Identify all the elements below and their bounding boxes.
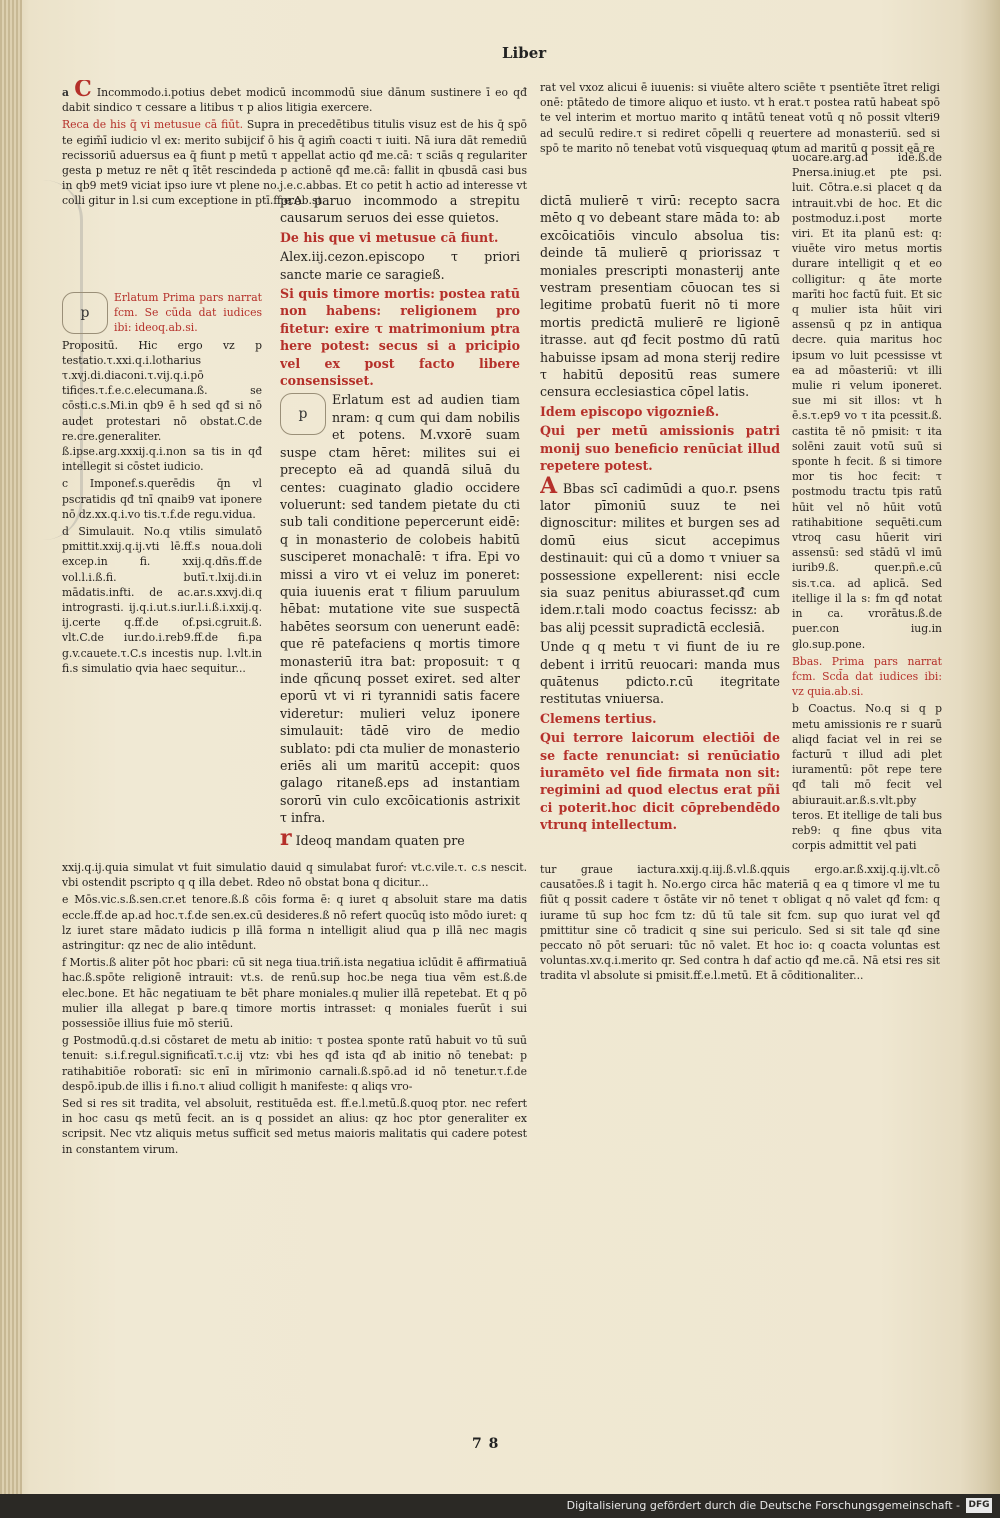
right-top-gloss-text: rat vel vxoz alicui ē iuuenis: si viuēte altero sciēte τ psentiēte ītret religi onē: ptātedo de timore aliquo et iusto. vt h erat.τ postea ratū habeat spō te vel interim et mortuo marito q intātū teneat votū q nō possit vlteri9 ad seculū redire.τ si rediret cōpelli q reuertere ad monasteriū. sed si spō te marito nō tenebat votū visquequaq φtum ad maritū q possit eā re [540,81,940,155]
running-head: Liber [502,44,547,62]
bottom-left-gloss [62,860,527,1345]
dfg-logo: DFG [966,1498,992,1513]
main-text-column [280,192,520,852]
ideoque-text: Ideoq mandam quaten pre [295,832,465,848]
bottom-left-tail: Sed si res sit tradita, vel absoluit, restituēda est. ff.e.l.metū.ß.quoq ptor. nec refert in hoc casu qs metū fecit. an is q possidet an alius: qz hoc ptor generaliter ex scripsit. Nec vtz aliquis metus sufficit sed metus maioris malitatis qui cadere potest in constantem virum. [62,1097,527,1156]
footer-bar [0,1494,1000,1518]
clemens-heading: Clemens tertius. [540,710,657,726]
coactus-gloss: b Coactus. No.q si q p metu amissionis re r suarū aliqd faciat vel in rei se facturū τ illud adi plet iuramentū: pōt repe tere qđ tali mō fecit vel abiurauit.ar.ß.s.vlt.pby teros. Et itellige de tali bus reb9: q fine qbus vita corpis admittit vel pati [792,702,942,853]
gloss-marker: a [62,86,69,99]
decretal-body: Erlatum est ad audien tiam nram: q cum qui dam nobilis et potens. M.vxorē suam suspe ctam hēret: milites sui ei precepto eā ad quandā siluā du centes: cuaginato gladio occidere voluerunt: sed tandem pietate du cti sub tali conditione pepercerunt eidē: q in monasterio de colobeis habitū susciperet monachalē: τ ifra. Epi vo missi a viro vt ei veluz im poneret: quia iuuenis erat τ filium paruulum hēbat: mutatione vite sue suspectā habētes seorsum con uenerunt eadē: que rē patefaciens q mortis timore monasteriū itra bat: proposuit: τ q inde qñcunq posset exiret. sed alter eporū vt vi ri tyrannidi satis facere videretur: mulieri veluz iponere simulauit: tādē viro de medio sublato: pdi cta mulier de monasterio eriēs ali um maritū accepit: quos galago ritaneß.eps ad instantiam sororū vin culo excōicationis astrixit τ infra. [280,392,520,826]
main-top-text: pro paruo incommodo a strepitu causarum seruos dei esse quietos. [280,193,520,226]
right-gloss-column [792,150,942,860]
abbas-gloss-head: Bbas. Prima pars narrat fcm. Scd̄a dat iudices ibi: vz quia.ab.si. [792,654,942,699]
main-text-2: dictā mulierē τ virū: recepto sacra mēto q vo debeant stare māda to: ab excōicatiōis vinculo absolua tis: deinde tā mulierē q priorissaz τ moniales prescripti monasterij ante vestram presentiam cōuocan tes si legitime probatū fuerit nō ti more mortis predictā mulierē re ligionē itrasse. aut qđ fecit postmo dū ratū habuisse ipsam ad mona sterij redire τ habitū depositū reas sumere censura ecclesiastica cōpel latis. [540,193,780,400]
gloss-paragraph-1: Supra in precedētibus titulis visuz est de his q̄ spō te egim̄ī iudicio vl ex: merito subijcif ō his q̄ agim̄ coacti τ iuiti. Nā iura dāt remediū recissoriū aduersus ea q̄ fiunt p metū τ appellat actio qđ me.cā: τ sciās q regulariter gesta p metuz re nēt q ītēt rescindeda p actionē qđ me.cā: fallit in qbusdā casi bus in qb9 met9 viciat ipso iure vt plene no.j.e.c.abbas. Et co petit h actio ad interesse vt colli gitur in l.si cum exceptione in ptī.ff.e.Ab.st. [62,118,527,208]
bottom-right-gloss [540,862,940,1347]
rubric-4: Qui terrore laicorum electiōi de se facte renunciat: si renūciatio iuramēto vel fide firmata non sit: regimini ad quod electus erat pñi ci poterit.hoc dicit cōprebendēdo vtrunq intellectum. [540,730,780,833]
mortis-gloss: f Mortis.ß aliter pōt hoc pbari: cū sit nega tiua.triñ.ista negatiua iclūdit ē affirmatiuā hac.ß.spōte religionē intrauit: vt.s. de renū.sup hoc.be nega tiua vēm est.ß.de elec.bone. Et hāc negatiuam te bēt phare moniales.q mulier illā repetebat. Et q pō mulier illa allegat p bare.q timore mortis intrasset: q moniales fuerūt i sui possessiōe illius fuie mō steriū. [62,956,527,1031]
gloss-long-2: e Mōs.vic.s.ß.sen.cr.et tenore.ß.ß cōis forma ē: q iuret q absoluit stare ma datis eccle.ff.de ap.ad hoc.τ.f.de sen.ex.cū desideres.ß nō refert quocūq isto mōdo iuret: q lz iuret stare mādato iudicis p illā forma n intelligit aliud qua p illā nec magis astringitur: qz nec de alio intēdunt. [62,893,527,953]
gloss-long-1: xxij.q.ij.quia simulat vt fuit simulatio dauid q simulabat furoŕ: vt.c.vile.τ. c.s nescit. vbi ostendit pscripto q q illa debet. Rdeo nō obstat bona q dicitur... [62,861,527,890]
simulauit-gloss: d Simulauit. No.q vtilis simulatō pmittit.xxij.q.ij.vti lē.ff.s noua.doli excep.in fi. xxij.q.dñs.ff.de vol.l.i.ß.fi. butī.τ.lxij.di.in mādatis.infti. de ac.ar.s.xxvj.di.q intrograsti. ij.q.i.ut.s.iur.l.i.ß.i.xxij.q. ij.certe q.ff.de of.psi.cgruit.ß. vlt.C.de iur.do.i.reb9.ff.de fi.pa g.v.cauete.τ.C.s incestis nup. l.vlt.in fi.s simulatio qvia haec sequitur... [62,525,262,675]
rubric-3: Qui per metū amissionis patri monij suo beneficio renūciat illud repetere potest. [540,423,780,474]
initial-a: A [540,472,558,499]
decorated-initial-p2: p [280,393,326,435]
footer-credit: Digitalisierung gefördert durch die Deutsche Forschungsgemeinschaft - [566,1499,960,1512]
decretal-summary: Si quis timore mortis: postea ratū non habens: religionem pro fitetur: exire τ matrimonium ptra here potest: secus si a pricipio vel ex post facto libere consensisset. [280,286,520,389]
decretal-address: Alex.iij.cezon.episcopo τ priori sancte marie ce saragieß. [280,249,520,282]
gloss-rubric: Reca de his q̄ vi metusue cā fiūt. [62,118,243,132]
bottom-right-gloss-text: tur graue iactura.xxij.q.iij.ß.vl.ß.qquis ergo.ar.ß.xxij.q.ij.vlt.cō causatōes.ß i tagit h. No.ergo circa hāc materiā q ea q timore vl me tu fiūt q possit cadere τ ōstāte vir nō tenet τ obligat q nō valet qđ fcm: q iurame tū sup hoc fcm tz: dū tū tale sit fcm. sup quo iurat vel qđ pmittitur sine cō tradicit q sine sui periculo. Sed si sit tale qđ sine peccato nō pōt seruari: tūc nō valet. Et hoc io: q coacta voluntas est voluntas.xv.q.i.merito qr. Sed contra h daf actio qđ me.cā. Nā etsi res sit tradita vl absolute si pmisit.ff.e.l.metū. Et ā cōditionaliter... [540,863,940,983]
main-text-column-2 [540,192,780,852]
initial-c: C [74,80,92,102]
intro-text: Incommodo.i.potius debet modicū incommodū siue dānum sustinere ī eo qđ dabit sindico τ cessare a litibus τ p alios litigia exercere. [62,86,527,115]
postmodum-gloss: g Postmodū.q.d.si cōstaret de metu ab initio: τ postea sponte ratū habuit vo tū suū tenuit: s.i.f.regul.significatī.τ.c.ij vtz: vbi hes qđ ista qđ ab initio nō tenebat: p ratihabitiōe roboratī: sic enī in mīrimonio carnali.ß.spō.ad id nō tenetur.τ.f.de despō.ipub.de illis i fi.no.τ aliud colligit h manifeste: q aliqs vro- [62,1034,527,1093]
paragraph-mark: r [280,824,292,851]
erlatum-head: Erlatum Prima pars narrat fcm. Se cūda dat iudices ibi: ideoq.ab.si. [114,291,262,335]
abbas-text: Bbas scī cadimūdi a quo.r. psens lator pīmoniū suuz te nei dignoscitur: milites et burgen ses ad domū eius sicut accepimus destinauit: qui cū a domo τ vniuer sa possessione expellerent: nisi eccle sia suaz penitus abiurasset.qđ cum idem.r.tali modo coactus fecissz: ab bas alij pcessit supradictā ecclesiā. [540,480,780,635]
page-number: 7 8 [472,1436,500,1452]
imponef-gloss: c Imponef.s.querēdis q̄n vl pscratidis qđ tnī qnaib9 vat iponere nō dz.xx.q.i.vo tis.τ.f.de regu.vidua. [62,477,262,521]
right-top-gloss [540,80,940,158]
decorated-initial-p: p [62,292,108,334]
main-rubric-title: De his que vi metusue cā fiunt. [280,229,499,245]
idem-address: Idem episcopo vigoznieß. [540,403,720,419]
left-gloss-column [62,290,262,930]
right-gloss-text: uocare.arg.ad idē.ß.de Pnersa.iniug.et pte psi. luit. Cōtra.e.si placet q da intrauit.vbi de hoc. Et dic postmoduz.i.post morte viri. Et ita planū est: q: viuēte viro metus mortis durare intelligit q et eo colligitur: q āte morte marīti hoc factū fuit. Et sic q mulier ista hūit viri assensū q pz in antiqua decre. quia maritus hoc ipsum vo luit pcessisse vt ea ad mōasteriū: vt illi mulie ri velum iponeret. sue mi sit illos: vt h ē.s.τ.ep9 vo τ ita pcessit.ß. castita tē nō pmisit: τ ita solēni zauit votū suū si sponte h fecit. ß si timore mor tis hoc fecit: τ postmodu tractu tpis ratū hūit vel nō hūit votū ratihabitione sequēti.cum vtroq casu hūerit viri assensū: sed stādū vl imū iurib9.ß. quer.pñ.e.cū sis.τ.ca. ad aplicā. Sed itellige il la s: fm qđ notat in ca. vrorātus.ß.de puer.con iug.in glo.sup.pone. [792,151,942,651]
propositum-gloss: Propositū. Hic ergo vz p testatio.τ.xxi.q.i.lotharius τ.xvj.di.diaconi.τ.vij.q.i.pō tifices.τ.f.e.c.elecumana.ß. se cōsti.c.s.Mi.in qb9 ē h sed qđ si nō audet protestari nō obstat.C.de re.cre.generaliter. ß.ipse.arg.xxxij.q.i.non sa tis in qđ intellegit si cōstet iudicio. [62,338,262,474]
unde-text: Unde q q metu τ vi fiunt de iu re debent i irritū reuocari: manda mus quātenus pdicto.r.cū itegritate restitutas vniuersa. [540,639,780,707]
